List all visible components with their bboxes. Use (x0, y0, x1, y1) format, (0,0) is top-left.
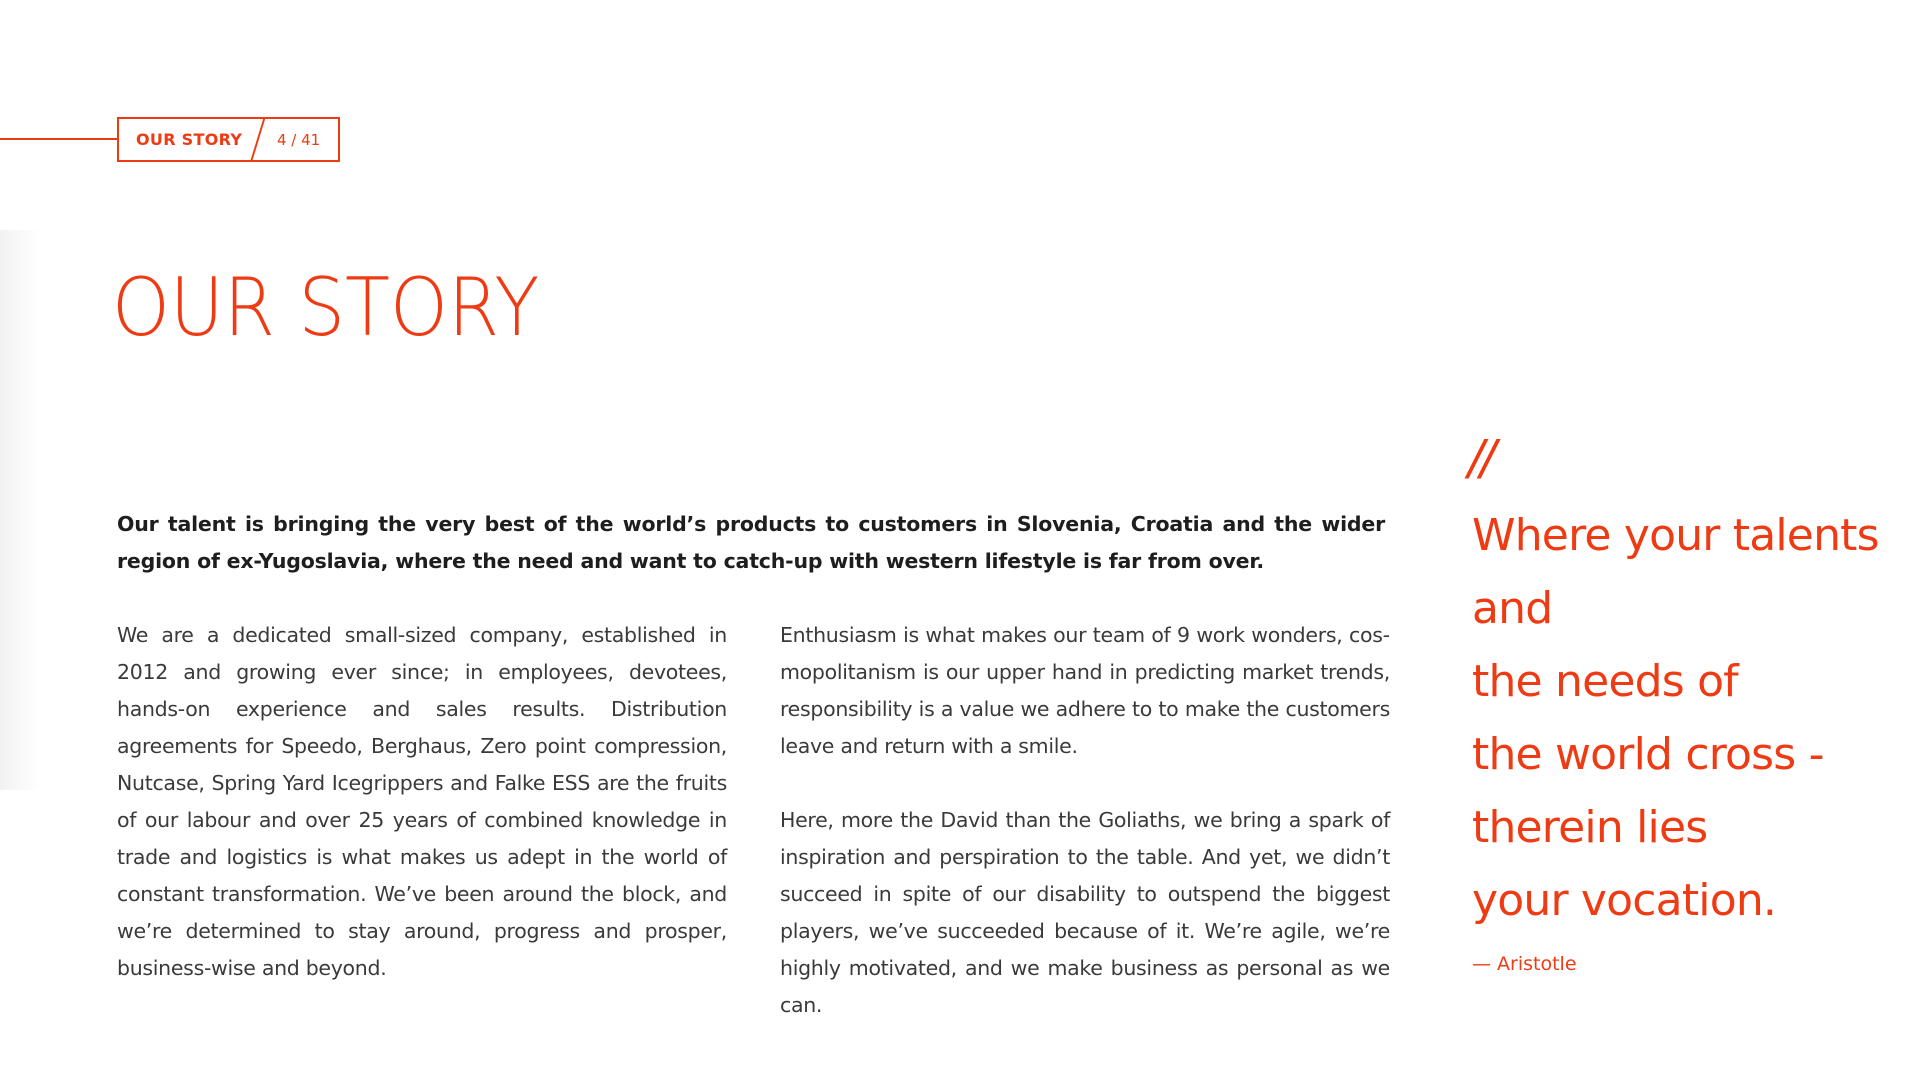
quote-line: your vocation. (1472, 875, 1777, 926)
page-indicator: 4 / 41 (277, 131, 321, 149)
section-badge (117, 117, 340, 162)
page-title: OUR STORY (112, 261, 540, 354)
body-paragraph: We are a dedicated small-sized company, established in 2012 and growing ever since; in employees, devotees, hands-on experience and sales results. Distribution agreements for Speedo, Berghaus, Zero point compression, Nutcase, Spring Yard Icegrippers and Falke ESS are the fruits of our labour and over 25 years of combined knowledge in trade and logistics is what makes us adept in the world of constant transformation. We’ve been around the block, and we’re determined to stay around, progress and prosper, business-wise and beyond. (117, 623, 727, 980)
quote-mark: // (1468, 430, 1493, 486)
header-rule (0, 138, 118, 140)
pull-quote (1472, 499, 1912, 937)
section-label: OUR STORY (136, 130, 243, 149)
quote-line: the needs of (1472, 656, 1738, 707)
intro-paragraph: Our talent is bringing the very best of the world’s products to customers in Slovenia, Croatia and the wider region of ex-Yugoslavia, where the need and want to catch-up with western lifestyle is far from over. (117, 512, 1385, 573)
quote-line: the world cross - (1472, 729, 1824, 780)
body-column-right (780, 617, 1390, 1024)
body-paragraph: Enthusiasm is what makes our team of 9 work wonders, cosmopolitanism is our upper hand in predicting market trends, responsibility is a value we adhere to to make the customers leave and return with a smile. (780, 623, 1390, 758)
quote-line: and (1472, 583, 1553, 634)
quote-line: therein lies (1472, 802, 1708, 853)
body-paragraph: Here, more the David than the Goliaths, we bring a spark of inspiration and perspiration to the table. And yet, we didn’t succeed in spite of our disability to outspend the biggest players, we’ve succeeded because of it. We’re agile, we’re highly motivated, and we make business as personal as we can. (780, 808, 1390, 1017)
quote-line: Where your talents (1472, 510, 1879, 561)
edge-shadow (0, 230, 40, 790)
body-column-left (117, 617, 727, 987)
quote-attribution: — Aristotle (1472, 953, 1577, 975)
